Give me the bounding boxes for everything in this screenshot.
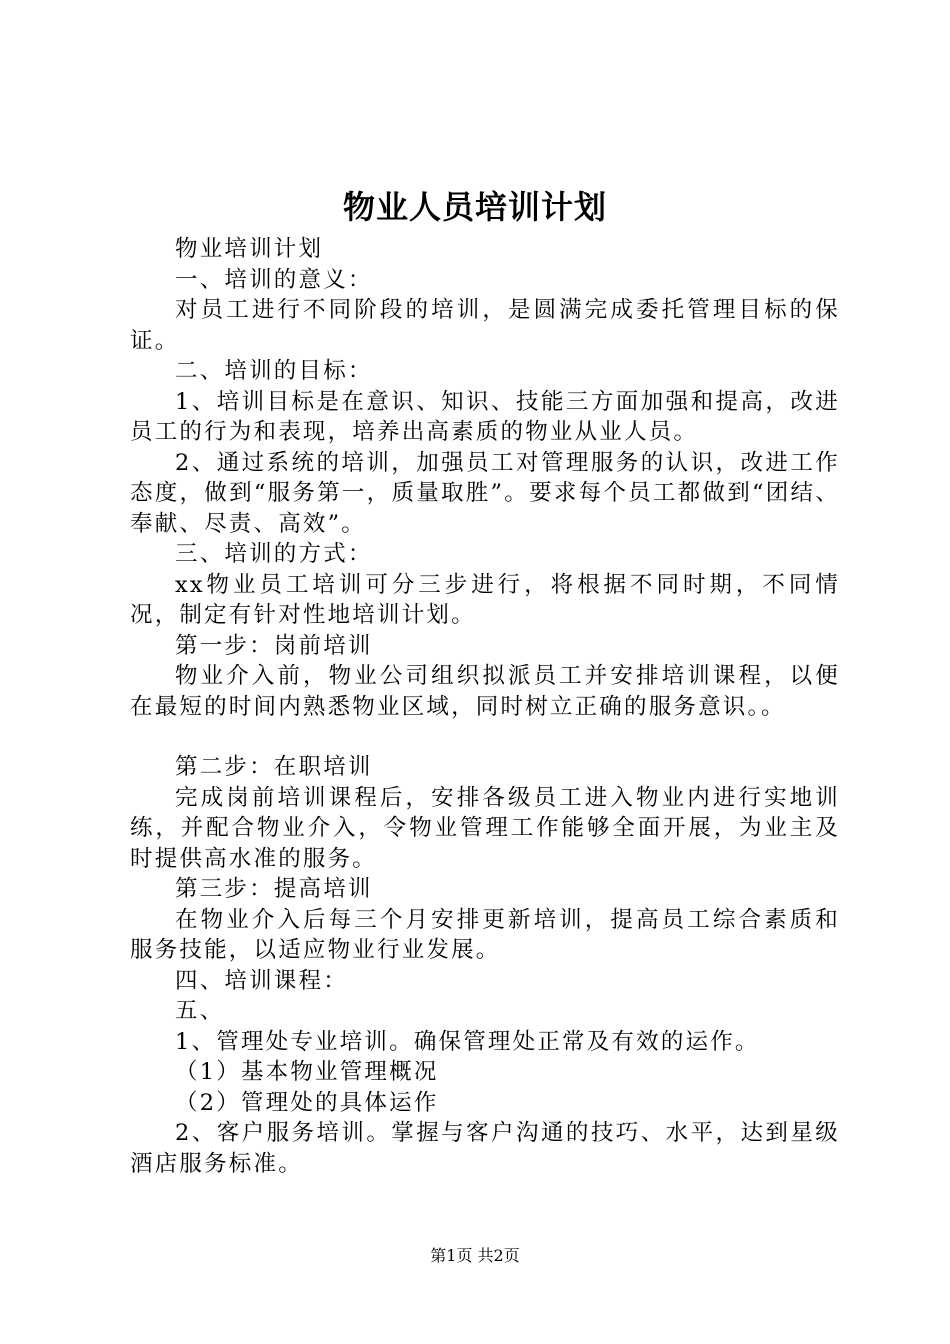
- list-item: （1）基本物业管理概况: [175, 1059, 439, 1085]
- section-heading: 四、培训课程：: [175, 967, 348, 994]
- step-heading: 第二步：在职培训: [175, 754, 373, 780]
- paragraph: 物业介入前，物业公司组织拟派员工并安排培训课程，以便在最短的时间内熟悉物业区域，同时树立正确的服务意识。。: [130, 663, 840, 720]
- paragraph: 2、客户服务培训。掌握与客户沟通的技巧、水平，达到星级酒店服务标准。: [130, 1120, 840, 1177]
- list-item: （2）管理处的具体运作: [175, 1089, 439, 1116]
- paragraph: 对员工进行不同阶段的培训，是圆满完成委托管理目标的保证。: [130, 297, 840, 354]
- step-heading: 第三步：提高培训: [175, 876, 373, 902]
- section-heading: 五、: [175, 998, 225, 1024]
- section-heading: 三、培训的方式：: [175, 541, 373, 567]
- step-heading: 第一步：岗前培训: [175, 632, 373, 659]
- paragraph: 物业培训计划: [175, 236, 324, 262]
- paragraph: 1、管理处专业培训。确保管理处正常及有效的运作。: [175, 1028, 760, 1055]
- paragraph: 1、培训目标是在意识、知识、技能三方面加强和提高，改进员工的行为和表现，培养出高素质的物业从业人员。: [130, 388, 840, 445]
- paragraph: 在物业介入后每三个月安排更新培训，提高员工综合素质和服务技能，以适应物业行业发展。: [130, 906, 840, 963]
- section-heading: 一、培训的意义：: [175, 266, 373, 293]
- paragraph: 完成岗前培训课程后，安排各级员工进入物业内进行实地训练，并配合物业介入，令物业管理工作能够全面开展，为业主及时提供高水准的服务。: [130, 784, 840, 872]
- paragraph: 2、通过系统的培训，加强员工对管理服务的认识，改进工作态度，做到“服务第一，质量取胜”。要求每个员工都做到“团结、奉献、尽责、高效”。: [130, 449, 840, 537]
- document-body: [130, 234, 840, 1179]
- paragraph: xx物业员工培训可分三步进行，将根据不同时期，不同情况，制定有针对性地培训计划。: [130, 571, 840, 628]
- document-title: 物业人员培训计划: [342, 188, 607, 226]
- page-footer: 第1页 共2页: [430, 1246, 520, 1265]
- section-heading: 二、培训的目标：: [175, 358, 373, 384]
